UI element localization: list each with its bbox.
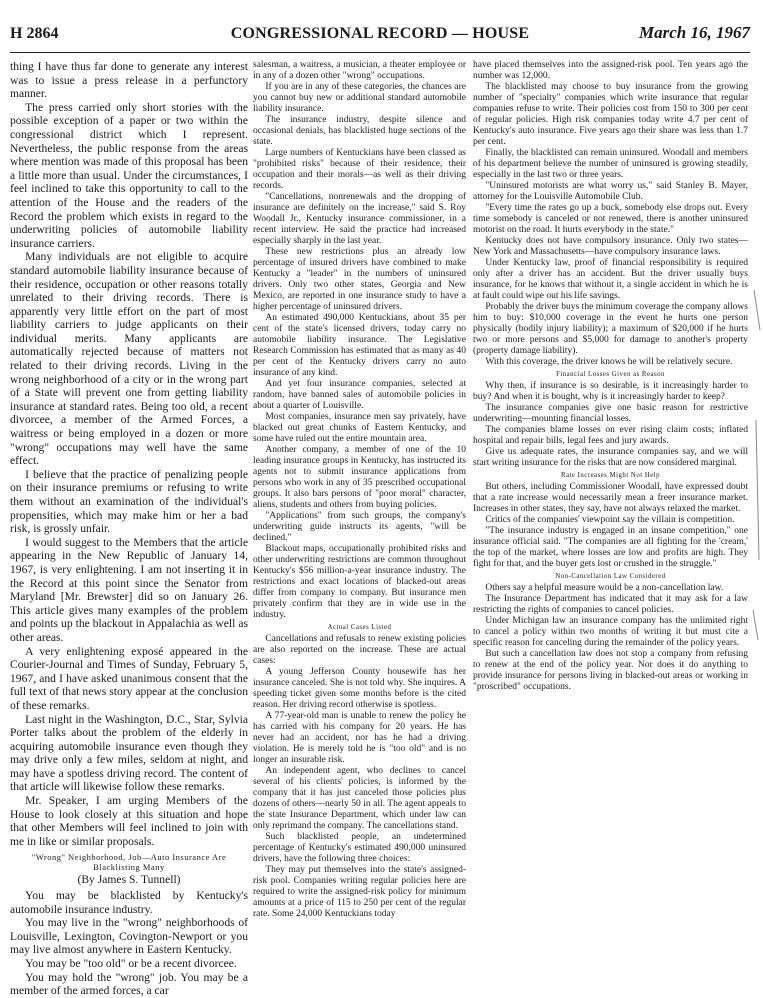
article-byline: (By James S. Tunnell) bbox=[77, 873, 181, 887]
paragraph: Many individuals are not eligible to acquire standard automobile liability insurance because of their residence, occupation or other reasons totally unrelated to their driving records. There is apparently very little effort on the part of most liability carriers to judge applicants on their individual merits. Many applicants are automatically rejected because of matters not related to their driving records. Living in the wrong neighborhood of a city or in the wrong part of a State will prevent one from getting liability insurance at standard rates. Being too old, a recent divorcee, a member of the Armed Forces, a waitress or being employed in a dozen or more "wrong" occupations may well have the same effect. bbox=[10, 250, 248, 468]
paragraph: With this coverage, the driver knows he will be relatively secure. bbox=[485, 357, 733, 367]
section-heading: Actual Cases Listed bbox=[327, 624, 392, 631]
paragraph: "Every time the rates go up a buck, somebody else drops out. Every time somebody is canceled or not renewed, there is another uninsured motorist on the road. It hurts everybody in the state." bbox=[473, 203, 748, 235]
paragraph: They may put themselves into the state's assigned-risk pool. Companies writing regular policies here are required to write the assigned-risk policy for minimum amounts at a price of 115 to 250 per cent of the regular rate. Some 24,000 Kentuckians today bbox=[253, 865, 466, 919]
paragraph: thing I have thus far done to generate any interest was to issue a press release in a perfunctory manner. bbox=[10, 60, 248, 101]
paragraph: "Applications" from such groups, the company's underwriting guide instructs its agents, "will be declined." bbox=[253, 511, 466, 543]
paragraph: The blacklisted may choose to buy insurance from the growing number of "specialty" companies which write insurance that regular companies refuse to write. Their policies cost from 150 to 300 per cent of regular policies. High risk companies today write 4.7 per cent of Kentucky's auto insurance. Five years ago their share was less than 1.7 per cent. bbox=[473, 82, 748, 147]
paragraph: If you are in any of these categories, the chances are you cannot buy new or additional standard automobile liability insurance. bbox=[253, 82, 466, 114]
paragraph: Under Kentucky law, proof of financial responsibility is required only after a driver has an accident. But the driver usually buys insurance, for he knows that without it, a single accident in which he is at fault could wipe out his life savings. bbox=[473, 258, 748, 301]
paragraph: Mr. Speaker, I am urging Members of the House to look closely at this situation and hope that other Members will feel inclined to join with me in like or similar proposals. bbox=[10, 794, 248, 848]
paragraph: Most companies, insurance men say privately, have blacked out great chunks of Eastern Kentucky, and some have ruled out the entire mountain area. bbox=[253, 412, 466, 444]
paragraph: Others say a helpful measure would be a non-cancellation law. bbox=[485, 583, 724, 593]
article-headline: "Wrong" Neighborhood, Job—Auto Insurance Are Blacklisting Many bbox=[31, 852, 227, 873]
paragraph: Such blacklisted people, an undetermined percentage of Kentucky's estimated 490,000 uninsured drivers, have the following three choices: bbox=[253, 832, 466, 864]
paragraph: Large numbers of Kentuckians have been classed as "prohibited risks" because of their residence, their occupation and their morals—as well as their driving records. bbox=[253, 148, 466, 191]
paragraph: Critics of the companies' viewpoint say the villain is competition. bbox=[485, 515, 735, 525]
paragraph: But such a cancellation law does not stop a company from refusing to renew at the end of the policy year. Nor does it do anything to provide insurance for persons living in blacked-out areas or working in "proscribed" occupations. bbox=[473, 649, 748, 692]
paragraph: I would suggest to the Members that the article appearing in the New Republic of January 14, 1967, is very enlightening. I am not inserting it in the Record at this point since the Senator from Maryland [Mr. Brewster] did so on January 26. This article gives many examples of the problem and points up the blackout in Appalachia as well as other areas. bbox=[10, 535, 248, 644]
paragraph: Last night in the Washington, D.C., Star, Sylvia Porter talks about the problem of the elderly in acquiring automobile insurance even though they may drive only a few miles, seldom at night, and may have a spotless driving record. The content of that article will likewise follow these remarks. bbox=[10, 712, 248, 794]
paragraph: Give us adequate rates, the insurance companies say, and we will start writing insurance for the risks that are now considered marginal. bbox=[473, 447, 748, 468]
header-rule bbox=[10, 52, 750, 53]
column-right bbox=[473, 60, 748, 985]
paragraph: Another company, a member of one of the 10 leading insurance groups in Kentucky, has instructed its agents not to submit insurance applications from persons who work in any of 35 prescribed occupational groups. It also bars persons of "poor moral" character, aliens, students and others from buying policies. bbox=[253, 445, 466, 510]
paragraph: You may be "too old" or be a recent divorcee. bbox=[25, 957, 237, 970]
column-left bbox=[10, 60, 248, 998]
paragraph: An independent agent, who declines to cancel several of his clients' policies, is informed by the company that it has just canceled those policies plus dozens of others—nearly 50 in all. The agent appeals to the state Insurance Department, which under law can only reprimand the company. The cancellations stand. bbox=[253, 766, 466, 831]
paragraph: An estimated 490,000 Kentuckians, about 35 per cent of the state's licensed drivers, today carry no automobile liability insurance. The Legislative Research Commission has estimated that as many as 40 per cent of the Kentucky drivers carry no auto insurance of any kind. bbox=[253, 313, 466, 378]
paragraph: You may hold the "wrong" job. You may be a member of the armed forces, a car bbox=[10, 970, 248, 998]
paragraph: I believe that the practice of penalizing people on their insurance premiums or refusing to write them without an examination of the individual's propensities, which may make him or her a bad risk, is grossly unfair. bbox=[10, 467, 248, 536]
paragraph: But others, including Commissioner Woodall, have expressed doubt that a rate increase would necessarily mean a freer insurance market. Increases in other states, they say, have not always relaxed the market. bbox=[473, 482, 748, 514]
paragraph: These new restrictions plus an already low percentage of insured drivers have combined to make Kentucky a "leader" in the numbers of uninsured drivers. Only two other states, Georgia and New Mexico, are reported in one insurance study to have a higher percentage of uninsured drivers. bbox=[253, 247, 466, 312]
page-number: H 2864 bbox=[10, 25, 59, 42]
paragraph: You may be blacklisted by Kentucky's automobile insurance industry. bbox=[10, 889, 248, 916]
section-heading: Rate Increases Might Not Help bbox=[560, 472, 661, 479]
paragraph: A very enlightening exposé appeared in the Courier-Journal and Times of Sunday, February 5, 1967, and I have asked unanimous consent that the full text of that news story appear at the conclusion of these remarks. bbox=[10, 644, 248, 712]
paragraph: Why then, if insurance is so desirable, is it increasingly harder to buy? And when it is bought, why is it increasingly harder to keep? bbox=[473, 381, 748, 402]
issue-date: March 16, 1967 bbox=[639, 23, 750, 42]
paragraph: "The insurance industry is engaged in an insane competition," one insurance official said. "The companies are all fighting for the 'cream,' the top of the market, where losses are low and profits are high. They fight for that, and the buyer gets lost or crushed in the struggle." bbox=[473, 526, 748, 569]
paragraph: Blackout maps, occupationally prohibited risks and other underwriting restrictions are common throughout Kentucky's $56 million-a-year insurance industry. The restrictions and exact locations of blacked-out areas differ from company to company. But insurance men privately confirm that they are in wide use in the industry. bbox=[253, 544, 466, 620]
paragraph: salesman, a waitress, a musician, a theater employee or in any of a dozen other "wrong" occupations. bbox=[253, 60, 466, 81]
column-middle bbox=[253, 60, 466, 985]
paragraph: Cancellations and refusals to renew existing policies are also reported on the increase. These are actual cases: bbox=[253, 634, 466, 666]
section-heading: Financial Losses Given as Reason bbox=[556, 371, 665, 378]
paragraph: Probably the driver buys the minimum coverage the company allows him to buy: $10,000 coverage in the event he hurts one person physically (bodily injury liability); a maximum of $20,000 if he hurts two or more persons and $5,000 for damage to another's property (property damage liability). bbox=[473, 302, 748, 356]
paragraph: The companies blame losses on ever rising claim costs; inflated hospital and repair bills, legal fees and jury awards. bbox=[473, 425, 748, 446]
paragraph: The insurance companies give one basic reason for restrictive underwriting—mounting financial losses. bbox=[473, 403, 748, 424]
paragraph: "Cancellations, nonrenewals and the dropping of insurance are definitely on the increase," said S. Roy Woodall Jr., Kentucky insurance commissioner, in a recent interview. He said the practice had increased especially sharply in the last year. bbox=[253, 192, 466, 246]
paragraph: The press carried only short stories with the possible exception of a paper or two within the congressional district which I represent. Nevertheless, the public response from the areas where mention was made of this proposal has been a little more than usual. Under the circumstances, I feel inclined to take this opportunity to call to the attention of the House and the readers of the Record the problem which exists in regard to the underwriting policies of automobile liability insurance carriers. bbox=[10, 100, 248, 250]
paragraph: The Insurance Department has indicated that it may ask for a law restricting the rights of companies to cancel policies. bbox=[473, 594, 748, 615]
paragraph: Under Michigan law an insurance company has the unlimited right to cancel a policy within two months of writing it but must cite a specific reason for canceling during the remainder of the policy years. bbox=[473, 616, 748, 648]
paragraph: have placed themselves into the assigned-risk pool. Ten years ago the number was 12,000. bbox=[473, 60, 748, 81]
paragraph: And yet four insurance companies, selected at random, have banned sales of automobile policies in about a quarter of Louisville. bbox=[253, 379, 466, 411]
publication-title: CONGRESSIONAL RECORD — HOUSE bbox=[230, 25, 530, 42]
page-header bbox=[10, 22, 750, 48]
section-heading: Non-Cancellation Law Considered bbox=[555, 573, 666, 580]
paragraph: You may live in the "wrong" neighborhoods of Louisville, Lexington, Covington-Newport or you may live almost anywhere in Eastern Kentucky. bbox=[10, 916, 248, 957]
paragraph: The insurance industry, despite silence and occasional denials, has blacklisted huge sections of the state. bbox=[253, 115, 466, 147]
paragraph: Kentucky does not have compulsory insurance. Only two states—New York and Massachusetts—have compulsory insurance laws. bbox=[473, 236, 748, 257]
scan-edge-marks bbox=[751, 0, 763, 990]
paragraph: "Uninsured motorists are what worry us," said Stanley B. Mayer, attorney for the Louisville Automobile Club. bbox=[473, 181, 748, 202]
paragraph: A 77-year-old man is unable to renew the policy he has carried with his company for 20 years. He has never had an accident, nor has he had a driving violation. He is merely told he is "too old" and is no longer an insurable risk. bbox=[253, 711, 466, 765]
paragraph: A young Jefferson County housewife has her insurance canceled. She is not told why. She inquires. A speeding ticket given some months before is the cited reason. Her driving record otherwise is spotless. bbox=[253, 667, 466, 710]
paragraph: Finally, the blacklisted can remain uninsured. Woodall and members of his department believe the number of uninsured is growing steadily, especially in the last two or three years. bbox=[473, 148, 748, 180]
